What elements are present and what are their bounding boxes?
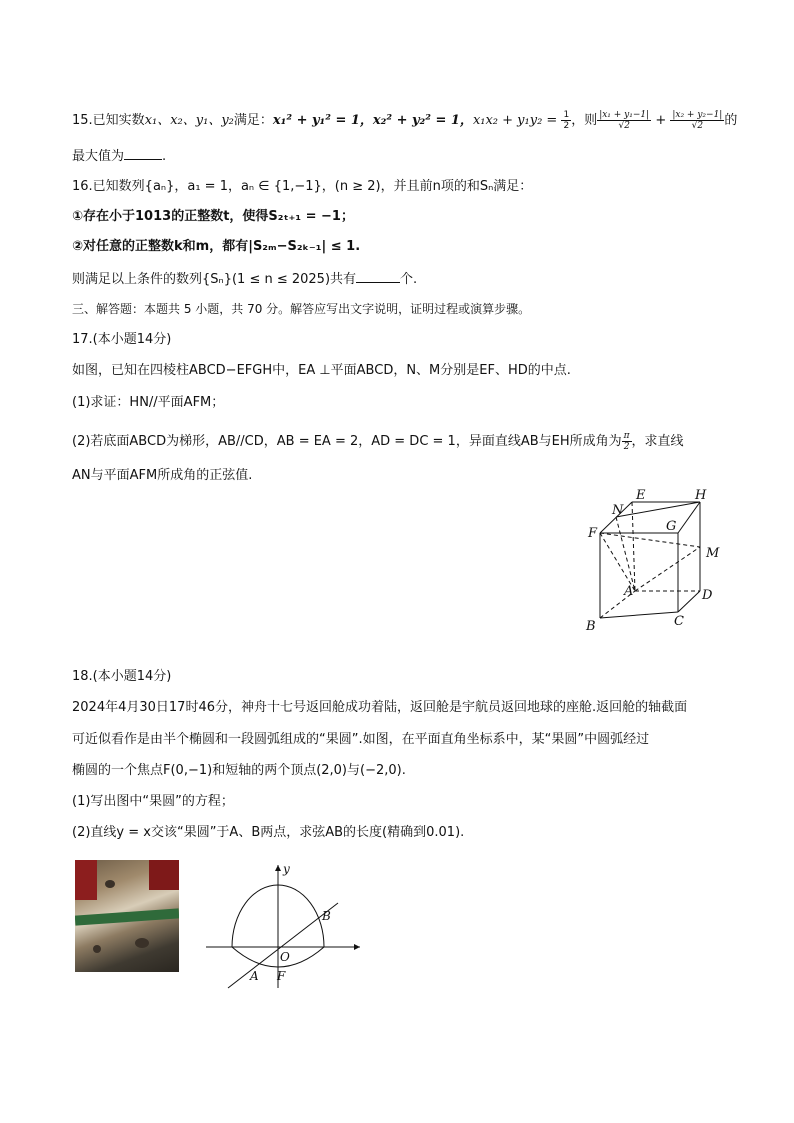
edge-BC	[600, 612, 678, 618]
hidden-segment-FA	[600, 533, 635, 591]
q15-cond3-fraction	[561, 110, 571, 131]
photo-red-patch	[75, 860, 97, 900]
q15-cond3-num: 1	[563, 110, 570, 120]
section-3-heading: 三、解答题：本题共 5 小题，共 70 分。解答应写出文字说明，证明过程或演算步骤。	[72, 302, 531, 316]
label-C: C	[674, 614, 684, 629]
q17-part2	[72, 431, 684, 452]
q15-frac2	[670, 110, 724, 131]
label-D: D	[702, 588, 713, 603]
q17-angle-num: π	[623, 431, 630, 441]
label-F: F	[588, 526, 598, 541]
q15-mid: 满足：	[233, 113, 273, 128]
q17-part2-b: ，求直线	[631, 434, 684, 449]
q16-line4-a: 则满足以上条件的数列{Sₙ}(1 ≤ n ≤ 2025)共有	[72, 272, 357, 287]
photo-spot	[135, 938, 149, 948]
label-G: G	[666, 519, 677, 534]
q15-frac2-num: |x₂ + y₂−1|	[672, 110, 723, 120]
hidden-segment-NA	[616, 517, 635, 591]
q15-answer-blank[interactable]	[124, 146, 162, 160]
q15-prefix: 15.已知实数	[72, 113, 145, 128]
q15-cond2: x₂² + y₂² = 1，	[372, 113, 473, 128]
label-B: B	[322, 909, 331, 923]
q15-cond1: x₁² + y₁² = 1，	[272, 113, 373, 128]
hidden-edge-EA	[632, 502, 635, 591]
q15-frac2-den: √2	[691, 121, 704, 131]
q17-header: 17.(本小题14分)	[72, 332, 172, 347]
photo-spot	[105, 880, 115, 888]
label-E: E	[636, 488, 646, 503]
label-N: N	[612, 503, 624, 518]
segment-NH	[616, 502, 700, 517]
q17-prism-figure	[580, 485, 730, 635]
hidden-segment-AM	[635, 547, 700, 591]
q15-line2-text: 最大值为	[72, 149, 125, 164]
q15-frac1	[597, 110, 651, 131]
photo-spot	[93, 945, 101, 953]
q15-cond3-den: 2	[563, 121, 570, 131]
q17-angle-den: 2	[623, 442, 630, 452]
q15-cond3: x₁x₂ + y₁y₂ =	[472, 113, 562, 128]
q16-line4	[72, 269, 417, 289]
q16-line4-b: 个.	[400, 272, 418, 287]
q18-p1: 2024年4月30日17时46分，神舟十七号返回舱成功着陆，返回舱是宇航员返回地球的座舱.返回舱的轴截面	[72, 700, 688, 715]
q18-fruit-circle-figure	[200, 855, 370, 990]
label-A: A	[250, 969, 259, 983]
label-O: O	[280, 950, 290, 964]
q15-line2	[72, 146, 166, 166]
label-H: H	[695, 488, 707, 503]
q17-part2-line2: AN与平面AFM所成角的正弦值.	[72, 468, 253, 483]
q15-line1	[72, 110, 737, 131]
q17-part1: (1)求证：HN//平面AFM；	[72, 395, 225, 410]
photo-green-strap	[75, 908, 179, 925]
label-y: y	[283, 862, 290, 876]
q15-of: 的	[724, 113, 738, 128]
q18-p3: 椭圆的一个焦点F(0,−1)和短轴的两个顶点(2,0)与(−2,0).	[72, 763, 406, 778]
hidden-segment-FM	[600, 533, 700, 547]
q18-p2: 可近似看作是由半个椭圆和一段圆弧组成的“果圆”.如图，在平面直角坐标系中，某“果圆”中圆弧经过	[72, 732, 650, 747]
edge-HG	[678, 502, 700, 533]
q16-item2: ②对任意的正整数k和m，都有|S₂ₘ−S₂ₖ₋₁| ≤ 1.	[72, 239, 361, 254]
q18-header: 18.(本小题14分)	[72, 669, 172, 684]
edge-CD	[678, 591, 700, 612]
photo-red-patch-2	[149, 860, 179, 890]
q15-line2-end: .	[162, 149, 167, 164]
q16-item1: ①存在小于1013的正整数t，使得S₂ₜ₊₁ = −1；	[72, 209, 354, 224]
q18-part2: (2)直线y = x交该“果圆”于A、B两点，求弦AB的长度(精确到0.01).	[72, 825, 465, 840]
q15-then: ，则	[571, 113, 598, 128]
label-A: A	[624, 584, 634, 599]
q17-angle-fraction	[622, 431, 632, 452]
label-M: M	[706, 546, 720, 561]
q15-frac1-den: √2	[618, 121, 630, 131]
q15-plus: +	[651, 113, 671, 128]
q16-line1: 16.已知数列{aₙ}，a₁ = 1，aₙ ∈ {1,−1}，(n ≥ 2)，并且前n项的和Sₙ满足：	[72, 179, 533, 194]
q17-part2-a: (2)若底面ABCD为梯形，AB//CD，AB = EA = 2，AD = DC = 1，异面直线AB与EH所成角为	[72, 434, 622, 449]
q16-answer-blank[interactable]	[356, 269, 400, 283]
q15-frac1-num: |x₁ + y₁−1|	[599, 110, 650, 120]
q18-part1: (1)写出图中“果圆”的方程；	[72, 794, 234, 809]
capsule-photo	[75, 860, 179, 972]
label-F: F	[277, 969, 286, 983]
q15-vars: x₁、x₂、y₁、y₂	[144, 113, 234, 128]
label-B: B	[586, 619, 596, 634]
q17-stem: 如图，已知在四棱柱ABCD−EFGH中，EA ⊥平面ABCD，N、M分别是EF、HD的中点.	[72, 363, 571, 378]
